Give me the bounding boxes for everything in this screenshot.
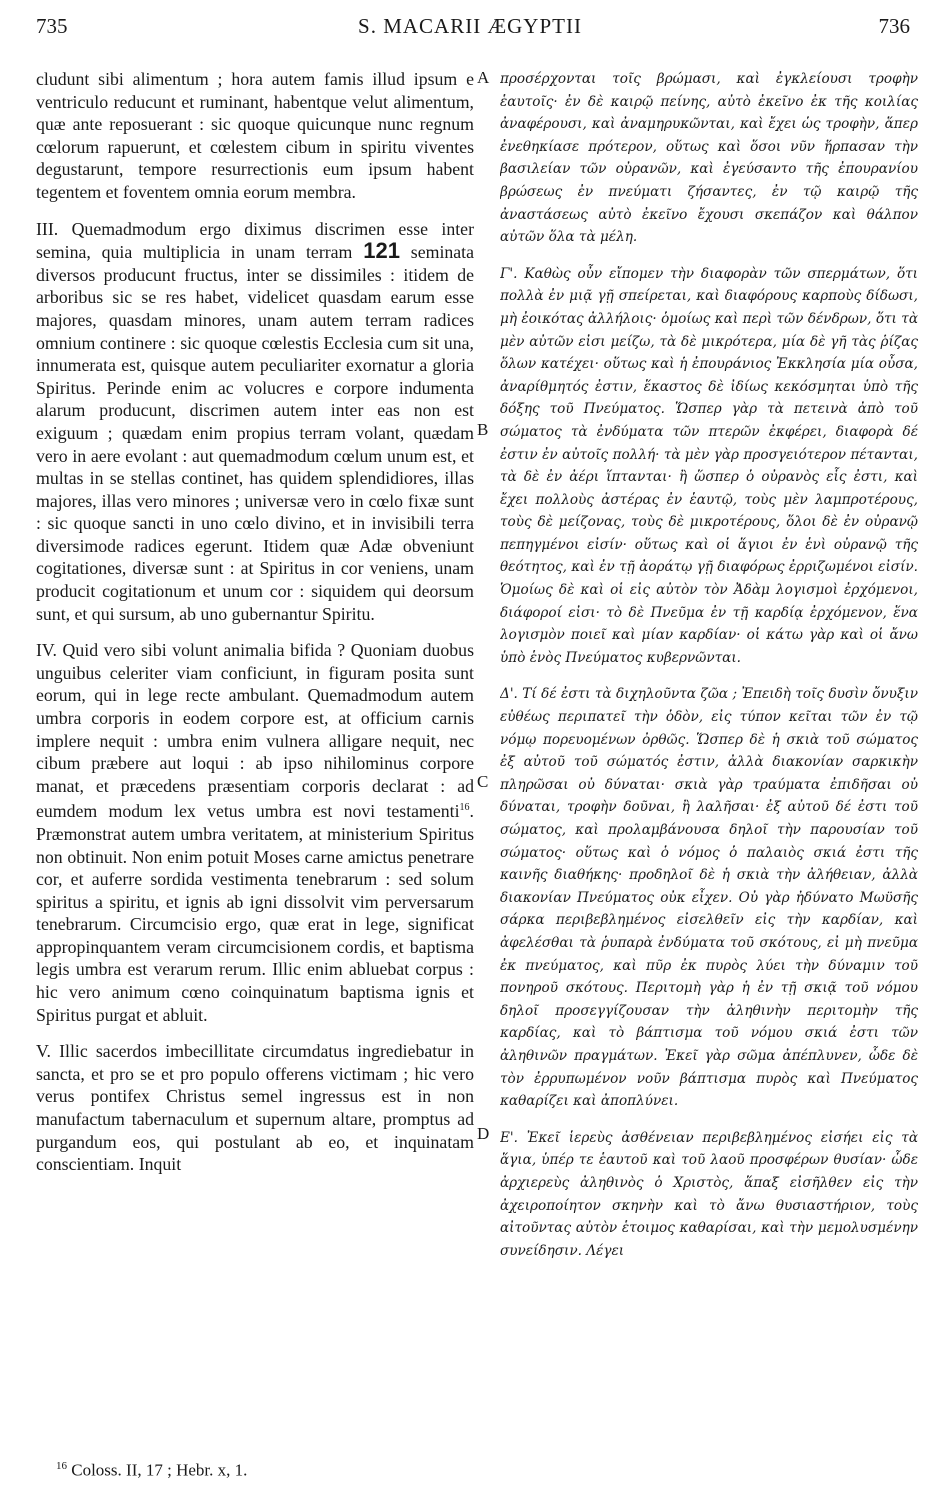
latin-paragraph-2-start: III. Quemadmodum ergo diximus discrimen esse inter semina, quia multiplicia in unam terram xyxy=(36,218,474,263)
latin-paragraph-2 xyxy=(36,218,474,626)
page-header xyxy=(0,6,940,38)
footnote-number: 16 xyxy=(56,1460,67,1472)
greek-paragraph-4: Ε'. Ἐκεῖ ἱερεὺς ἀσθένειαν περιβεβλημένος εἰσήει εἰς τὰ ἅγια, ὑπέρ τε ἑαυτοῦ καὶ τοῦ λαοῦ προσφέρων θυσίαν· ὧδε ἀρχιερεὺς ἀληθινὸς ὁ Χριστὸς, ἅπαξ εἰσῆλθεν εἰς τὴν ἀχειροποίητον σκηνὴν καὶ τὸ ἄνω θυσιαστήριον, τοὺς αἰτοῦντας αὐτὸν ἑτοιμος καθαρίσαι, καὶ τὴν μεμολυσμένην συνείδησιν. Λέγει xyxy=(500,1129,918,1259)
latin-paragraph-1: cludunt sibi alimentum ; hora autem famis illud ipsum e ventriculo reducunt et ruminant, habentque velut alimentum, quæ ante reposuerant : sic quoque quicunque nunc regnum cœlorum rapuerunt, et cœlestem cibum in spiritu viventes degustarunt, tempore resurrectionis eum ipsum habent tegentem et foventem omnia eorum membra. xyxy=(36,69,474,202)
greek-paragraph-1: προσέρχονται τοῖς βρώμασι, καὶ ἐγκλείουσι τροφὴν ἑαυτοῖς· ἐν δὲ καιρῷ πείνης, αὐτὸ ἐκεῖνο ἐκ τῆς κοιλίας ἀναφέρουσι, καὶ ἀναμηρυκῶνται, καὶ ἔχει ὡς τροφὴν, ἅπερ ἐνεθηκίασε πρότερον, οὕτως καὶ ὅσοι νῦν ἥρπασαν τὴν βασιλείαν τῶν οὐρανῶν, καὶ ἐγεύσαντο τῆς ἐπουρανίου βρώσεως ἐν πνεύματι ζήσαντες, ἐν τῷ καιρῷ τῆς ἀναστάσεως αὐτὸ ἐκεῖνο ἔχουσι σκεπάζον καὶ θάλπον αὐτῶν ὅλα τὰ μέλη. xyxy=(500,71,918,246)
running-title: S. MACARII ÆGYPTII xyxy=(358,14,582,38)
column-number-marker: 121 xyxy=(363,238,400,264)
right-page-number: 736 xyxy=(878,14,910,38)
latin-paragraph-3 xyxy=(36,639,474,1026)
latin-paragraph-3-start: IV. Quid vero sibi volunt animalia bifida ? Quoniam duobus unguibus celeriter viam conficiunt, in figuram posita sunt eorum, qui in lege recte ambulant. Quemadmodum autem umbra corporis in eodem corpore est, at officium carnis implere nequit : umbra enim vulnera alligare nequit, nec cibum præbere aut loqui : ab ipso nihilominus corpore manat, et præcedens præsentiam corporis declarat : ad eumdem modum lex vetus umbra est novi testamenti xyxy=(36,640,474,822)
latin-paragraph-3-rest: . Præmonstrat autem umbra veritatem, at ministerium Spiritus non obtinuit. Non enim potuit Moses carne amictus penetrare cor, et auferre sordida vestimenta tenebrarum : sed solum spiritus a spiritu, et ignis ab igni dissolvit vim perversarum tenebrarum. Circumcisio ergo, quæ erat in lege, significat appropinquantem veram circumcisionem cordis, et baptisma legis umbra est verarum rerum. Illic enim abluebat corpus : hic vero animum cœno coinquinatum baptisma ignis et Spiritus purgat et abluit. xyxy=(36,801,474,1025)
latin-paragraph-4: V. Illic sacerdos imbecillitate circumdatus ingrediebatur in sancta, et pro se et pro populo offerens victimam ; hic vero verus pontifex Christus semel ingressus est in non manufactum tabernaculum et supernum altare, promptus ad purgandum eos, qui postulant ab eo, et inquinatam conscientiam. Inquit xyxy=(36,1041,474,1175)
greek-column xyxy=(500,68,918,1262)
margin-letter-c: C xyxy=(477,772,489,791)
latin-column xyxy=(36,68,474,1176)
footnote-reference: 16 xyxy=(459,802,470,814)
left-page-number: 735 xyxy=(36,14,68,38)
footnote-text: Coloss. II, 17 ; Hebr. x, 1. xyxy=(71,1460,248,1480)
greek-paragraph-2: Γ'. Καθὼς οὖν εἴπομεν τὴν διαφορὰν τῶν σπερμάτων, ὅτι πολλὰ ἐν μιᾷ γῇ σπείρεται, καὶ διαφόρους καρποὺς δίδωσι, μὴ ἐοικότας ἀλλήλοις· ὁμοίως καὶ περὶ τῶν δένδρων, ὅτι τὰ μὲν αὐτῶν εἰσι μείζω, τὰ δὲ μικρότερα, μία δὲ γῆ τὰς ῥίζας ὅλων κατέχει· οὕτως καὶ ἡ ἐπουράνιος Ἐκκλησία μία οὖσα, ἀναρίθμητός ἐστιν, ἕκαστος δὲ ἰδίως κεκόσμηται ὑπὸ τῆς δόξης τοῦ Πνεύματος. Ὥσπερ γὰρ τὰ πετεινὰ ἀπὸ τοῦ σώματος τὰ ἐνδύματα τῶν πτερῶν ἐκφέρει, διαφορὰ δέ ἐστιν ἐν αὐτοῖς πολλή· τὰ μὲν γὰρ προσγειότερον πέτανται, τὰ δὲ ἐν ἀέρι ἵπτανται· ἢ ὥσπερ ὁ οὐρανὸς εἷς ἐστι, καὶ ἔχει πολλοὺς ἀστέρας ἐν ἑαυτῷ, τοὺς μὲν λαμπροτέρους, τοὺς δὲ μείζονας, τοὺς δὲ μικροτέρους, ὅλοι δὲ ἐν οὐρανῷ πεπηγμένοι εἰσίν· οὕτως καὶ οἱ ἅγιοι ἐν ἑνὶ οὐρανῷ τῆς θεότητος, καὶ ἐν τῇ ἀοράτῳ γῇ διαφόρως ἐρριζωμένοι εἰσίν. Ὁμοίως δὲ καὶ οἱ εἰς αὐτὸν τὸν Ἀδὰμ λογισμοὶ ἐρχόμενοι, διάφοροί εἰσι· τὸ δὲ Πνεῦμα ἐν τῇ καρδίᾳ ἐρχόμενον, ἕνα λογισμὸν ποιεῖ καὶ μίαν καρδίαν· οἱ κάτω γὰρ καὶ οἱ ἄνω ὑπὸ ἑνὸς Πνεύματος κυβερνῶνται. xyxy=(500,265,918,666)
footnote xyxy=(56,1460,247,1481)
margin-letter-b: B xyxy=(477,420,489,439)
margin-letter-d: D xyxy=(477,1124,490,1143)
margin-letter-a: A xyxy=(477,68,490,87)
latin-paragraph-2-rest: seminata diversos producunt fructus, inter se dissimiles : itidem de arboribus sic se res habet, videlicet quasdam earum esse majores, quasdam minores, unam autem terram radices omnium continere : sic quoque cœlestis Ecclesia cum sit una, innumerata est, quisque autem peculiariter exornatur a gloria Spiritus. Perinde enim ac volucres e corpore indumenta alarum producunt, discrimen autem inter eas non est exiguum ; quædam enim propius terram volant, quædam vero in aere evolant : aut quemadmodum cœlum unum est, et multas in se stellas continet, has quidem splendidiores, illas majores, illas vero minores ; universæ vero in cœlo fixæ sunt : sic quoque sancti in uno cœlo divino, et in invisibili terra diversimode radices egerunt. Itidem quæ Adæ obveniunt cogitationes, diversæ sunt : at Spiritus in cor veniens, unam producit cogitationum et unum cor : siquidem qui deorsum sunt, et qui sursum, ab uno gubernantur Spiritu. xyxy=(36,242,474,624)
greek-paragraph-3: Δ'. Τί δέ ἐστι τὰ διχηλοῦντα ζῶα ; Ἐπειδὴ τοῖς δυσὶν ὄνυξιν εὐθέως περιπατεῖ τὴν ὁδὸν, εἰς τύπον κεῖται τῶν ἐν τῷ νόμῳ πορευομένων ὀρθῶς. Ὥσπερ δὲ ἡ σκιὰ τοῦ σώματος ἐξ αὐτοῦ τοῦ σώματός ἐστιν, ἀλλὰ διακονίαν σαρκικὴν πληρῶσαι οὐ δύναται· σκιὰ γὰρ τραύματα ἐπιδῆσαι οὐ δύναται, τροφὴν δοῦναι, ἢ λαλῆσαι· ἐξ αὐτοῦ δέ ἐστι τοῦ σώματος, καὶ προλαμβάνουσα δηλοῖ τὴν παρουσίαν τοῦ σώματος· οὕτως καὶ ὁ νόμος ὁ παλαιὸς σκιά ἐστι τῆς καινῆς διαθήκης· προδηλοῖ δὲ ἡ σκιὰ τὴν ἀλήθειαν, ἀλλὰ διακονίαν Πνεύματος οὐκ εἶχεν. Οὐ γὰρ ἠδύνατο Μωϋσῆς σάρκα περιβεβλημένος εἰσελθεῖν εἰς τὴν καρδίαν, καὶ ἀφελέσθαι τὰ ῥυπαρὰ ἐνδύματα τοῦ σκότους, εἰ μὴ πνεῦμα ἐκ πνεύματος, καὶ πῦρ ἐκ πυρὸς λύει τὴν δύναμιν τοῦ πονηροῦ σκότους. Περιτομὴ γὰρ ἡ ἐν τῇ σκιᾷ τοῦ νόμου δηλοῖ προσεγγίζουσαν τὴν ἀληθινὴν περιτομὴν τῆς καρδίας, καὶ τὸ βάπτισμα τοῦ νόμου σκιά ἐστι τῶν ἀληθινῶν πραγμάτων. Ἐκεῖ γὰρ σῶμα ἀπέπλυνεν, ὧδε δὲ τὸν ἐρρυπωμένον νοῦν βάπτισμα πυρὸς καὶ Πνεύματος καθαρίζει καὶ ἀποπλύνει. xyxy=(500,686,918,1110)
